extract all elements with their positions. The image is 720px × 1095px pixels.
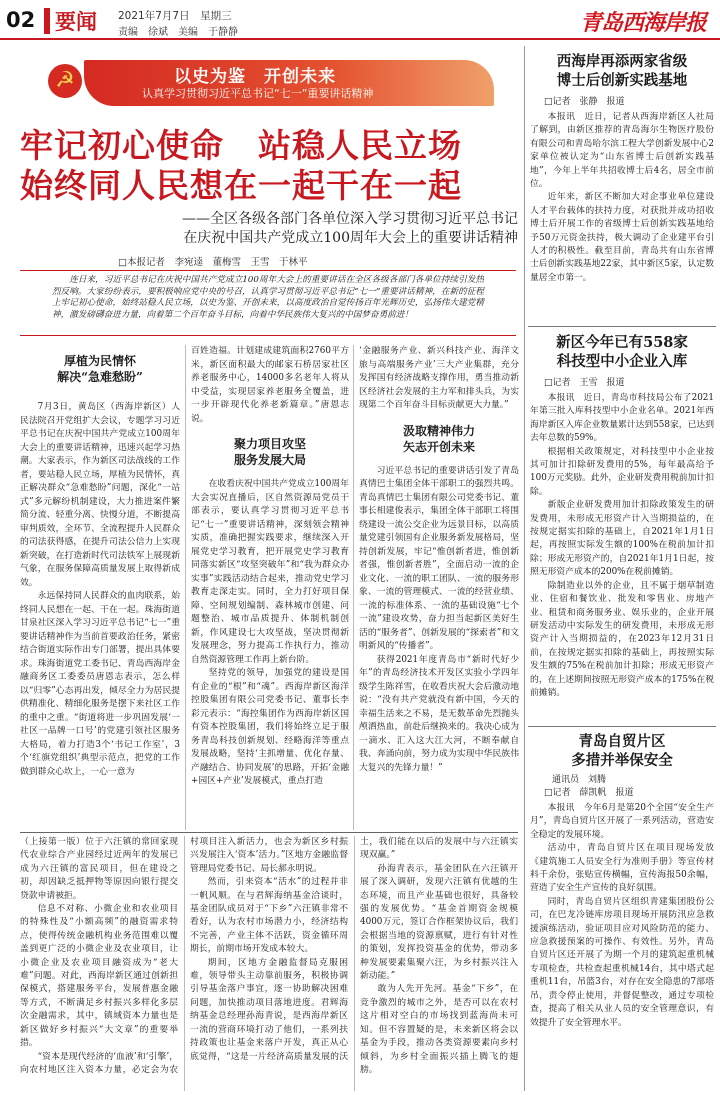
- editor-credits: 责编 徐斌 美编 于静静: [118, 27, 238, 38]
- side3-byline-1: 通讯员 刘腾: [552, 775, 607, 785]
- side3-title-line2: 多措并举保安全: [571, 752, 673, 769]
- lead-subtitle: [54, 210, 518, 248]
- bottom-paragraph: （上接第一版）位于六汪镇的常回家现代农业综合产业园经过近两年的发展已成为六汪镇的富民项目，但在建设之初，却因缺乏抵押物等原因向银行提交贷款申请被拒。: [20, 837, 178, 901]
- banner: [38, 58, 498, 108]
- bottom-paragraph: 敢为人先开先河。基金“下乡”，在竞争激烈的城市之外，是否可以在农村这片相对空白的市场找到蓝海尚未可知。但不容置疑的是，未来新区将会以基金为手段，推动各类资源要素向乡村倾斜，为乡村全面振兴插上腾飞的翅膀。: [360, 984, 518, 1075]
- lead-intro-box: [20, 270, 516, 336]
- side-article-3: [530, 732, 714, 1092]
- col2-paragraph: 在收看庆祝中国共产党成立100周年大会实况直播后，区自然资源局党员干部表示，要认真学习贯彻习近平总书记“七一”重要讲话精神，深刻领会精神实质，准确把握实践要求，继续深入开展党史学习教育，把开展党史学习教育同落实新区“攻坚突破年”和“我为群众办实事”实践活动结合起来，推动党史学习教育走深走实。同时，全力打好项目保障、空间规划编制、森林城市创建、问题整治、城市品质提升、体制机制创新，作风建设七大攻坚战，坚决贯彻新发展理念，努力提高工作执行力，推动自然资源管理工作再上新台阶。: [191, 479, 349, 665]
- side2-paragraph: 新版企业研发费用加计扣除政策发生的研发费用，未形成无形资产计入当期损益的，在按规定据实扣除的基础上，自2021年1月1日起，再按照实际发生额的100%在税前加计扣除；形成无形资产的，自2021年1月1日起，按照无形资产成本的200%在税前摊销。: [530, 500, 714, 578]
- col1: [20, 345, 180, 779]
- header-red-bar: [44, 8, 50, 34]
- side-divider: [524, 46, 525, 1091]
- bottom-paragraph: 期间，区地方金融监督局克服困难，领导带头主动靠前服务，积极协调引导基金落户事宜，逐一协助解决困难问题，加快推动项目落地进度。君辉海纳基金总经理孙海青说，是西海岸新区一流的营商环境打动了他们，一系列扶持政策也让基金来落户开发，真正从心底觉得，“这是一片经济高质量发展的沃土，我们能在以后的发展中与六汪镇实现双赢。”: [190, 837, 518, 1062]
- side1-paragraph: 近年来，新区不断加大对企事业单位建设人才平台载体的扶持力度，对获批并成功招收博士后开展工作的省级博士后创新实践基地给予50万元资金扶持，极大调动了企业建平台引人才的积极性。截至目前，青岛共有山东省博士后创新实践基地22家，其中新区5家，认定数量居全市第一。: [530, 192, 714, 283]
- col1-heading-line2: 解决“急难愁盼”: [57, 370, 143, 384]
- col3-heading-line2: 矢志开创未来: [402, 439, 475, 454]
- side1-title-line2: 博士后创新实践基地: [556, 72, 688, 89]
- page-header: [0, 0, 720, 40]
- side-article-2: [530, 333, 714, 700]
- section-title: 要闻: [55, 10, 97, 34]
- col3-top-text: ‘金融服务产业、新兴科技产业、海洋文旅与高端服务产业’三大产业集群，充分发挥国有经济战略支撑作用，勇当推动新区经济社会发展的主力军和排头兵，为实现第二个百年奋斗目标贡献更大力量。”: [359, 346, 519, 410]
- banner-subtitle: 认真学习贯彻习近平总书记“七一”重要讲话精神: [142, 87, 374, 100]
- lead-title: [20, 126, 520, 206]
- issue-date: 2021年7月7日 星期三: [118, 10, 232, 22]
- lead-title-line2: 始终同人民想在一起干在一起: [20, 166, 462, 205]
- side1-title-line1: 西海岸再添两家省级: [556, 53, 688, 70]
- header-rule: [0, 38, 720, 40]
- col1-paragraph: 7月3日，黄岛区（西海岸新区）人民法院召开党组扩大会议，专题学习习近平总书记在庆祝中国共产党成立100周年大会上的重要讲话精神，迅速兴起学习热潮。大家表示，作为新区司法战线的工作者，要站稳人民立场，厚植为民情怀，真正解决群众“急难愁盼”问题，深化“一站式”多元解纷机制建设，大力推进案件繁简分流、轻重分离、快慢分道，不断提高审判质效，全环节、全流程提升人民群众的司法获得感，在提升司法公信力上实现新突破，在打造新时代司法铁军上展现新气象，在服务保障高质量发展上取得新成效。: [20, 402, 180, 588]
- lead-intro: 连日来，习近平总书记在庆祝中国共产党成立100周年大会上的重要讲话在全区各级各部门各单位持续引发热烈反响。大家纷纷表示，要积极响应党中央的号召，认真学习贯彻习近平总书记“七一”重要讲话精神，在新的征程上牢记初心使命，始终站稳人民立场，以史为鉴、开创未来，以高度政治自觉传扬百年光辉历史，弘扬伟大建党精神，激发磅礴奋进力量，向着第二个百年奋斗目标，向着中华民族伟大复兴的中国梦奋勇前进！: [52, 275, 484, 320]
- col2-paragraph: 坚持党的领导，加强党的建设是国有企业的“根”和“魂”。西海岸新区海洋控股集团有限公司党委书记、董事长李彩元表示：“海控集团作为西海岸新区国有资本控股集团，我们将始终立足于服务青岛科技创新规划、经略海洋等重点发展战略，坚持‘主抓增量、优化存量、产融结合、协同发展’的思路，开拓‘金融+园区+产业’发展模式，重点打造: [191, 668, 349, 786]
- side3-paragraph: 同时，青岛自贸片区组织青建集团股份公司，在巴龙冷链库房项目现场开展防汛应急救援演练活动，验证项目应对风险防范的能力、应急救援预案的可操作、有效性。另外，青岛自贸片区还开展了为期一个月的建筑起重机械专项检查，共检查起重机械14台，其中塔式起重机11台，吊篮3台，对存在安全隐患的7部塔吊，责令停止使用，并督促整改，通过专项检查，提高了相关从业人员的安全管理意识，有效提升了安全管理水平。: [530, 896, 714, 1028]
- col3-heading-line1: 汲取精神伟力: [402, 423, 475, 438]
- side1-paragraph: 本报讯 近日，记者从西海岸新区人社局了解到，由新区推荐的青岛海尔生物医疗股份有限公司和青岛哈尔滨工程大学创新发展中心2家单位被认定为“山东省博士后创新实践基地”，今年上半年共招收博士后4名，居全市前位。: [530, 112, 714, 190]
- lead-subtitle-line1: ——全区各级各部门各单位深入学习贯彻习近平总书记: [182, 211, 518, 227]
- col3: [359, 345, 519, 775]
- side2-title-line1: 新区今年已有558家: [556, 334, 688, 351]
- side2-paragraph: 除制造业以外的企业，且不属于烟草制造业、住宿和餐饮业、批发和零售业、房地产业、租赁和商务服务业、娱乐业的，企业开展研发活动中实际发生的研发费用，未形成无形资产计入当期损益的，在2023年12月31日前，在按规定据实扣除的基础上，再按照实际发生额的75%在税前加计扣除；形成无形资产的，在上述期间按照无形资产成本的175%在税前摊销。: [530, 580, 714, 698]
- side-article-1: [530, 52, 714, 285]
- side1-byline: □记者 张静 报道: [544, 97, 625, 107]
- col3-paragraph: 习近平总书记的重要讲话引发了青岛真情巴士集团全体干部职工的强烈共鸣。青岛真情巴士集团有限公司党委书记、董事长相建俊表示，集团全体干部职工将围绕建设一流公交企业为远景目标，以高质量党建引领国有企业服务新发展格局，坚持创新发展，牢记“惟创新者进，惟创新者强，惟创新者胜”，全面启动一流的企业文化、一流的职工团队、一流的服务形象、一流的管理模式、一流的经营业绩、一流的标准体系、一流的基础设施“七个一流”建设攻势，奋力担当起新区美好生活的“服务者”、创新发展的“探索者”和文明新风的“传播者”。: [359, 465, 519, 651]
- masthead-logo: 青岛西海岸报: [580, 10, 707, 36]
- side3-paragraph: 活动中，青岛自贸片区在项目现场发放《建筑施工人员安全行为准则手册》等宣传材料千余份，张贴宣传横幅，宣传海报50余幅，营造了安全生产宣传的良好氛围。: [530, 843, 714, 894]
- lead-title-line1: 牢记初心使命 站稳人民立场: [20, 126, 462, 165]
- side3-byline-2: □记者 薛凯帆 报道: [544, 788, 634, 798]
- side-rule-2: [528, 726, 716, 727]
- col1-heading: [20, 353, 180, 385]
- side2-paragraph: 根据相关政策规定，对科技型中小企业按其可加计扣除研发费用的5%，每年最高给予100万元奖励。此外，企业研发费用税前加计扣除。: [530, 446, 714, 497]
- side3-paragraph: 本报讯 今年6月是第20个全国“安全生产月”，青岛自贸片区开展了一系列活动，营造安全稳定的发展环境。: [530, 803, 714, 840]
- col-divider-2: [353, 345, 354, 830]
- side3-title-line1: 青岛自贸片区: [578, 733, 666, 750]
- col2-heading: [191, 436, 349, 468]
- side2-paragraph: 本报讯 近日，青岛市科技局公布了2021年第三批入库科技型中小企业名单。2021年西海岸新区入库企业数量累计达到558家，已达到去年总数的59%。: [530, 393, 714, 444]
- col1-heading-line1: 厚植为民情怀: [63, 354, 136, 368]
- col3-paragraph: 获得2021年度青岛市“新时代好少年”的青岛经济技术开发区实验小学四年级学生陈祥雪，在收看庆祝大会后激动地说：“没有共产党就没有新中国，今天的幸福生活来之不易，是无数革命先烈抛头颅洒热血，前赴后继换来的。我决心成为一滴水、汇入这大江大河，不断奉献自我、奔涌向前，努力成为实现中华民族伟大复兴的先锋力量！”: [359, 654, 519, 773]
- lead-byline: □本报记者 李宛逵 董梅雪 王雪 于林平: [118, 257, 308, 268]
- bottom-paragraph: 然而，引来资本“活水”的过程并非一帆风顺。在与君辉海纳基金洽谈时，基金团队成员对于“下乡”六汪镇非常不看好，认为农村市场潜力小，经济结构不完善，产业主体不活跃，资金循环周期长，前期市场开发成本较大。: [190, 877, 348, 955]
- bottom-row-rule: [20, 832, 518, 833]
- bottom-paragraph: 信息不对称、小微企业和农业项目的特殊性及“小额高频”的融资需求特点，使得传统金融机构业务范围难以覆盖到更广泛的小微企业及农业项目，让小微企业及农业项目融资成为“老大难”问题。对此，西海岸新区通过创新担保模式，搭建服务平台，发展普惠金融等方式，不断满足乡村振兴多样化多层次金融需求，其中，镇域资本力量也是新区做好乡村振兴“大文章”的重要举措。: [20, 904, 178, 1049]
- col2: [191, 345, 349, 789]
- col2-heading-line1: 聚力项目攻坚: [233, 437, 306, 451]
- page-number: 02: [6, 8, 36, 32]
- lead-subtitle-line2: 在庆祝中国共产党成立100周年大会上的重要讲话精神: [183, 230, 518, 246]
- bottom-row: [20, 836, 518, 1091]
- banner-slogan: 以史为鉴 开创未来: [174, 67, 336, 87]
- col3-heading: [359, 423, 519, 455]
- col-divider-1: [185, 345, 186, 830]
- col1-paragraph: 永远保持同人民群众的血肉联系，始终同人民想在一起、干在一起。珠海街道甘泉社区深入学习习近平总书记“七一”重要讲话精神作为当前首要政治任务，紧密结合街道实际作出专门部署，提出具体要求。珠海街道党工委书记、青岛西海岸金融商务区工委委员唐恩志表示，怎么样以“归零”心态再出发，倾尽全力为居民提供精准化、精细化服务是摆下来社区工作的重中之重。“街道将进一步巩固发展‘一社区一品牌一口号’的党建引领社区服务大格局，着力打造3个‘书记工作室’，3个‘红旗党组织’典型示范点，把党的工作做到群众心坎上，一心一意为: [20, 591, 180, 777]
- side-rule-1: [528, 326, 716, 327]
- party-emblem-icon: ☭: [48, 64, 82, 98]
- col2-heading-line2: 服务发展大局: [233, 453, 306, 467]
- col2-top-text: 百姓造福。计划建成建筑面积2760平方米，新区面积最大的邮家石桥居家社区养老服务中心，14000多名老年人将从中受益，实现居家养老服务全覆盖，进一步开辟现代化养老新篇章。”唐恩志说。: [191, 346, 349, 424]
- bottom-paragraph: “资本是现代经济的‘血液’和‘引擎’，向农村地区注入资本力量，必定会为农村项目注入新活力，也会为新区乡村振兴发展注入‘资本’活力。”区地方金融监督管理局党委书记、局长郝永明说。: [20, 837, 348, 1075]
- side2-title-line2: 科技型中小企业入库: [556, 353, 688, 370]
- side2-byline: □记者 王雪 报道: [544, 378, 625, 388]
- bottom-paragraph: 孙海青表示，基金团队在六汪镇开展了深入调研，发现六汪镇有优越的生态环境，而且产业基础也很好，具备较强的发展优势。“基金首期资金规模4000万元，签订合作框架协议后，我们会根据当地的资源禀赋，进行有针对性的策划，发挥投资基金的优势，带动多种发展要素集聚六汪，为乡村振兴注入新动能。”: [360, 863, 518, 982]
